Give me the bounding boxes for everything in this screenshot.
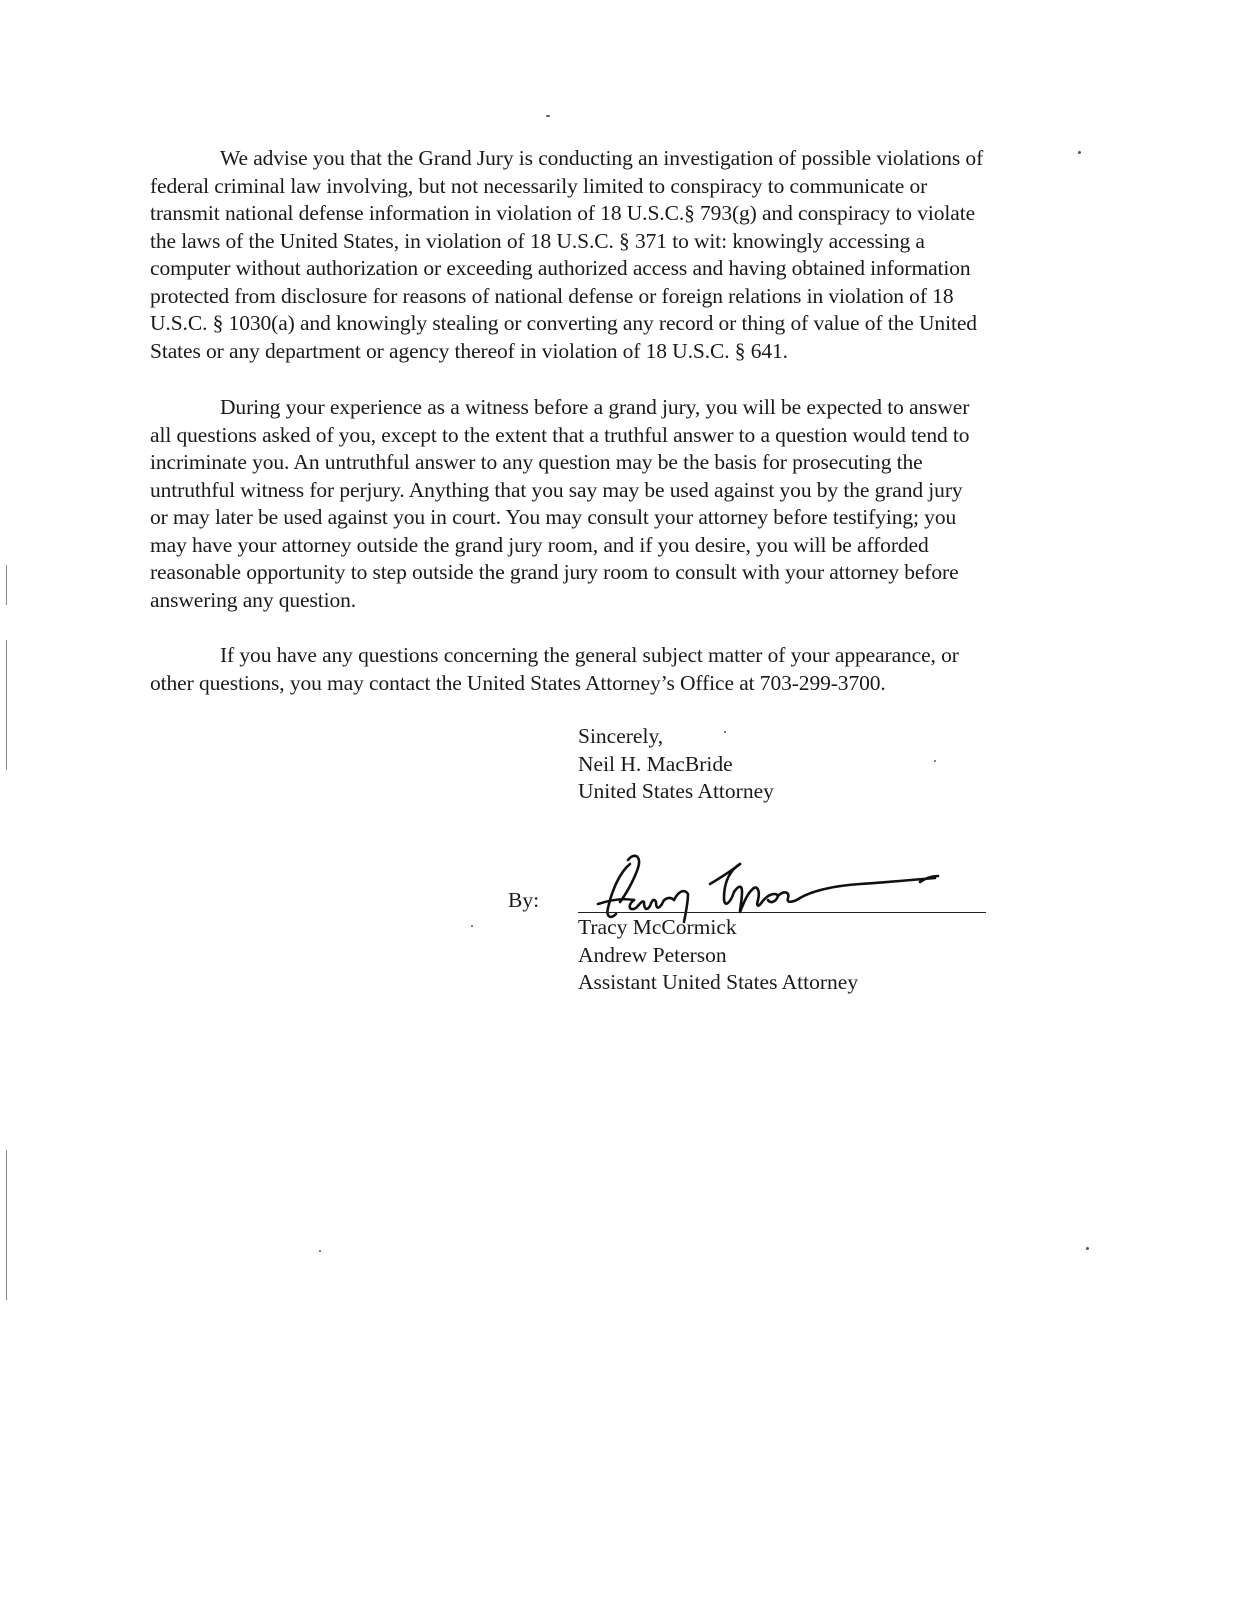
signer-name: Andrew Peterson [578, 942, 727, 967]
text-line: or may later be used against you in court. You may consult your attorney before testifying; you [150, 505, 957, 529]
closing-salutation: Sincerely, [578, 724, 664, 748]
text-line: reasonable opportunity to step outside the grand jury room to consult with your attorney before [150, 560, 959, 584]
signature-line [578, 912, 986, 913]
text-line: U.S.C. § 1030(a) and knowingly stealing or converting any record or thing of value of the United [150, 311, 977, 335]
text-line: We advise you that the Grand Jury is conducting an investigation of possible violations of [220, 146, 984, 170]
scan-edge-mark [6, 640, 7, 770]
text-line: all questions asked of you, except to the extent that a truthful answer to a question would tend to [150, 422, 970, 447]
text-line: answering any question. [150, 587, 357, 612]
signer-name: Tracy McCormick [578, 915, 737, 939]
text-line: transmit national defense information in violation of 18 U.S.C.§ 793(g) and conspiracy to violate [150, 201, 976, 225]
closing-block [578, 723, 774, 806]
scan-speck [471, 925, 473, 927]
text-line: incriminate you. An untruthful answer to any question may be the basis for prosecuting the [150, 450, 923, 474]
closing-title: United States Attorney [578, 779, 774, 803]
text-line: other questions, you may contact the United States Attorney’s Office at 703-299-3700. [150, 670, 886, 695]
text-line: may have your attorney outside the grand jury room, and if you desire, you will be afforded [150, 532, 929, 557]
text-line: untruthful witness for perjury. Anything that you say may be used against you by the grand jury [150, 477, 963, 502]
text-line: protected from disclosure for reasons of national defense or foreign relations in violation of 18 [150, 283, 954, 308]
paragraph-contact-info [150, 642, 1090, 697]
scan-edge-mark [6, 1150, 7, 1300]
text-line: States or any department or agency thereof in violation of 18 U.S.C. § 641. [150, 338, 788, 363]
paragraph-investigation-notice [150, 145, 1090, 365]
scan-speck [319, 1250, 321, 1252]
closing-name: Neil H. MacBride [578, 751, 733, 776]
text-line: the laws of the United States, in violation of 18 U.S.C. § 371 to wit: knowingly accessing a [150, 228, 925, 253]
by-label: By: [508, 888, 540, 912]
text-line: If you have any questions concerning the general subject matter of your appearance, or [220, 643, 959, 667]
text-line: federal criminal law involving, but not necessarily limited to conspiracy to communicate or [150, 173, 928, 198]
scan-edge-mark [6, 565, 7, 605]
signer-title: Assistant United States Attorney [578, 970, 859, 994]
signers-block [578, 914, 858, 997]
scan-speck [546, 115, 550, 117]
text-line: computer without authorization or exceeding authorized access and having obtained information [150, 256, 971, 280]
scan-speck [934, 760, 936, 762]
scan-speck [1086, 1247, 1089, 1250]
paragraph-witness-rights [150, 394, 1090, 614]
text-line: During your experience as a witness before a grand jury, you will be expected to answer [220, 395, 970, 419]
